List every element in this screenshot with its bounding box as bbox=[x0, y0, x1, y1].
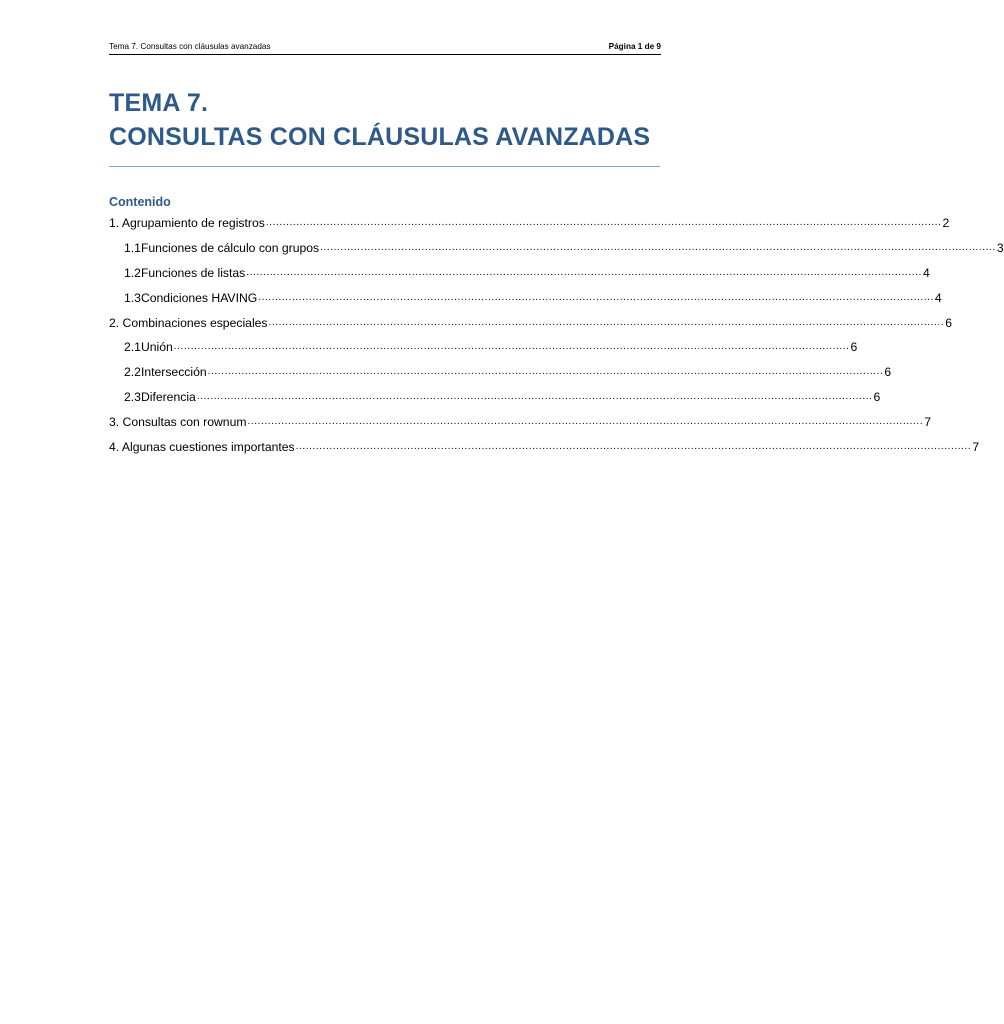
toc-entry[interactable] bbox=[109, 285, 942, 310]
table-of-contents bbox=[109, 211, 1004, 459]
toc-heading: Contenido bbox=[109, 195, 171, 209]
toc-leader-dots: ........................................................................................................................................................................................................ bbox=[247, 415, 924, 427]
toc-entry-page: 4 bbox=[934, 290, 942, 305]
toc-entry-number: 1.2 bbox=[124, 265, 141, 280]
toc-leader-dots: ........................................................................................................................................................................................................ bbox=[268, 316, 945, 328]
header-document-title: Tema 7. Consultas con cláusulas avanzadas bbox=[109, 42, 271, 51]
toc-entry-page: 6 bbox=[945, 315, 952, 330]
toc-leader-dots: ........................................................................................................................................................................................................ bbox=[258, 291, 934, 303]
toc-entry[interactable] bbox=[109, 385, 881, 410]
toc-leader-dots: ........................................................................................................................................................................................................ bbox=[320, 242, 996, 254]
toc-entry[interactable] bbox=[109, 236, 1004, 261]
toc-entry-text: 1. Agrupamiento de registros bbox=[109, 216, 265, 231]
toc-entry-page: 3 bbox=[996, 241, 1004, 256]
document-title bbox=[109, 86, 661, 154]
title-line-2: CONSULTAS CON CLÁUSULAS AVANZADAS bbox=[109, 123, 651, 151]
toc-entry-number: 2.2 bbox=[124, 365, 141, 380]
toc-entry-number: 2.3 bbox=[124, 389, 141, 404]
toc-leader-dots: ........................................................................................................................................................................................................ bbox=[265, 217, 942, 229]
toc-entry[interactable] bbox=[109, 310, 952, 335]
toc-entry[interactable] bbox=[109, 335, 858, 360]
page-header bbox=[109, 42, 661, 55]
toc-entry-page: 6 bbox=[873, 389, 881, 404]
toc-leader-dots: ........................................................................................................................................................................................................ bbox=[246, 266, 922, 278]
toc-entry-text: Unión bbox=[140, 340, 173, 355]
toc-entry-page: 2 bbox=[942, 216, 950, 231]
toc-leader-dots: ........................................................................................................................................................................................................ bbox=[173, 341, 850, 353]
toc-entry[interactable] bbox=[109, 261, 930, 286]
toc-entry[interactable] bbox=[109, 434, 980, 459]
toc-entry-number: 2.1 bbox=[124, 340, 141, 355]
toc-entry[interactable] bbox=[109, 211, 950, 236]
toc-entry-text: 3. Consultas con rownum bbox=[109, 414, 247, 429]
toc-entry-text: Funciones de listas bbox=[140, 265, 246, 280]
toc-leader-dots: ........................................................................................................................................................................................................ bbox=[196, 390, 873, 402]
toc-entry-text: 2. Combinaciones especiales bbox=[109, 315, 268, 330]
header-page-number: Página 1 de 9 bbox=[608, 42, 661, 51]
toc-leader-dots: ........................................................................................................................................................................................................ bbox=[207, 366, 884, 378]
title-divider bbox=[109, 166, 660, 167]
title-line-1: TEMA 7. bbox=[109, 89, 209, 117]
toc-entry-number: 1.1 bbox=[124, 241, 141, 256]
toc-entry-page: 4 bbox=[922, 265, 930, 280]
toc-entry-page: 7 bbox=[972, 439, 980, 454]
toc-entry-text: Intersección bbox=[140, 365, 207, 380]
toc-entry-page: 6 bbox=[884, 365, 892, 380]
toc-entry-text: Diferencia bbox=[140, 389, 196, 404]
toc-entry-page: 6 bbox=[850, 340, 858, 355]
toc-leader-dots: ........................................................................................................................................................................................................ bbox=[295, 440, 972, 452]
toc-entry-page: 7 bbox=[924, 414, 931, 429]
toc-entry-text: Funciones de cálculo con grupos bbox=[140, 241, 320, 256]
toc-entry-text: Condiciones HAVING bbox=[140, 290, 258, 305]
toc-entry-number: 1.3 bbox=[124, 290, 141, 305]
toc-entry-text: 4. Algunas cuestiones importantes bbox=[109, 439, 295, 454]
toc-entry[interactable] bbox=[109, 409, 931, 434]
toc-entry[interactable] bbox=[109, 360, 892, 385]
